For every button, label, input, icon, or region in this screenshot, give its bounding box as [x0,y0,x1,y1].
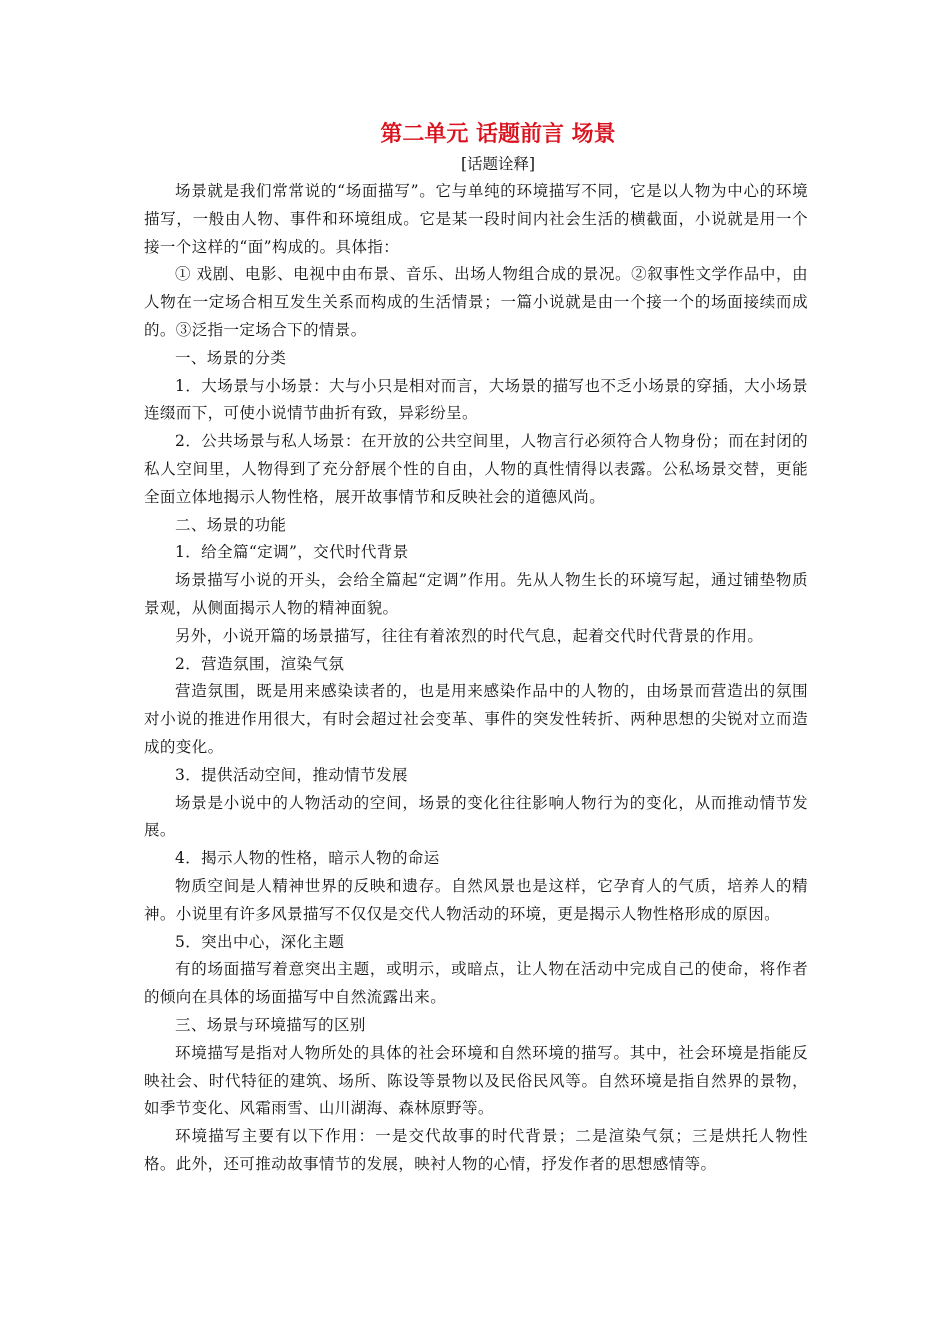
paragraph: 1．大场景与小场景：大与小只是相对而言，大场景的描写也不乏小场景的穿插，大小场景连缀而下，可使小说情节曲折有致，异彩纷呈。 [144,376,808,423]
paragraph: 另外，小说开篇的场景描写，往往有着浓烈的时代气息，起着交代时代背景的作用。 [175,626,764,645]
subsection-heading: 4．揭示人物的性格，暗示人物的命运 [175,849,440,868]
paragraph: 场景就是我们常常说的“场面描写”。它与单纯的环境描写不同，它是以人物为中心的环境描写，一般由人物、事件和环境组成。它是某一段时间内社会生活的横截面，小说就是用一个接一个这样的“面”构成的。具体指： [144,182,808,256]
paragraph: 环境描写是指对人物所处的具体的社会环境和自然环境的描写。其中，社会环境是指能反映社会、时代特征的建筑、场所、陈设等景物以及民俗民风等。自然环境是指自然界的景物，如季节变化、风霜雨雪、山川湖海、森林原野等。 [144,1043,808,1118]
section-heading: 二、场景的功能 [175,515,287,534]
paragraph: ① 戏剧、电影、电视中由布景、音乐、出场人物组合成的景况。②叙事性文学作品中，由人物在一定场合相互发生关系而构成的生活情景；一篇小说就是由一个接一个的场面接续而成的。③泛指一定场合下的情景。 [144,265,808,339]
document-body [144,118,808,1179]
section-heading: 一、场景的分类 [175,348,287,367]
paragraph: 场景描写小说的开头，会给全篇起“定调”作用。先从人物生长的环境写起，通过铺垫物质景观，从侧面揭示人物的精神面貌。 [144,571,808,617]
paragraph: 场景是小说中的人物活动的空间，场景的变化往往影响人物行为的变化，从而推动情节发展。 [144,793,808,840]
paragraph: 有的场面描写着意突出主题，或明示，或暗点，让人物在活动中完成自己的使命，将作者的倾向在具体的场面描写中自然流露出来。 [144,960,808,1007]
subsection-heading: 1．给全篇“定调”，交代时代背景 [175,543,409,562]
paragraph: 2．公共场景与私人场景：在开放的公共空间里，人物言行必须符合人物身份；而在封闭的私人空间里，人物得到了充分舒展个性的自由，人物的真性情得以表露。公私场景交替，更能全面立体地揭示人物性格，展开故事情节和反映社会的道德风尚。 [144,432,808,506]
paragraph: 物质空间是人精神世界的反映和遗存。自然风景也是这样，它孕育人的气质，培养人的精神。小说里有许多风景描写不仅仅是交代人物活动的环境，更是揭示人物性格形成的原因。 [144,876,808,923]
subsection-heading: 2．营造氛围，渲染气氛 [175,654,345,673]
page-title: 第二单元 话题前言 场景 [380,122,616,147]
paragraph: 环境描写主要有以下作用：一是交代故事的时代背景；二是渲染气氛；三是烘托人物性格。此外，还可推动故事情节的发展，映衬人物的心情，抒发作者的思想感情等。 [144,1127,808,1173]
subsection-heading: 3．提供活动空间，推动情节发展 [175,765,408,784]
section-subtitle: [话题诠释] [460,155,536,173]
section-heading: 三、场景与环境描写的区别 [175,1015,366,1034]
paragraph: 营造氛围，既是用来感染读者的，也是用来感染作品中的人物的，由场景而营造出的氛围对小说的推进作用很大，有时会超过社会变革、事件的突发性转折、两种思想的尖锐对立而造成的变化。 [144,682,808,756]
subsection-heading: 5．突出中心，深化主题 [175,932,345,951]
